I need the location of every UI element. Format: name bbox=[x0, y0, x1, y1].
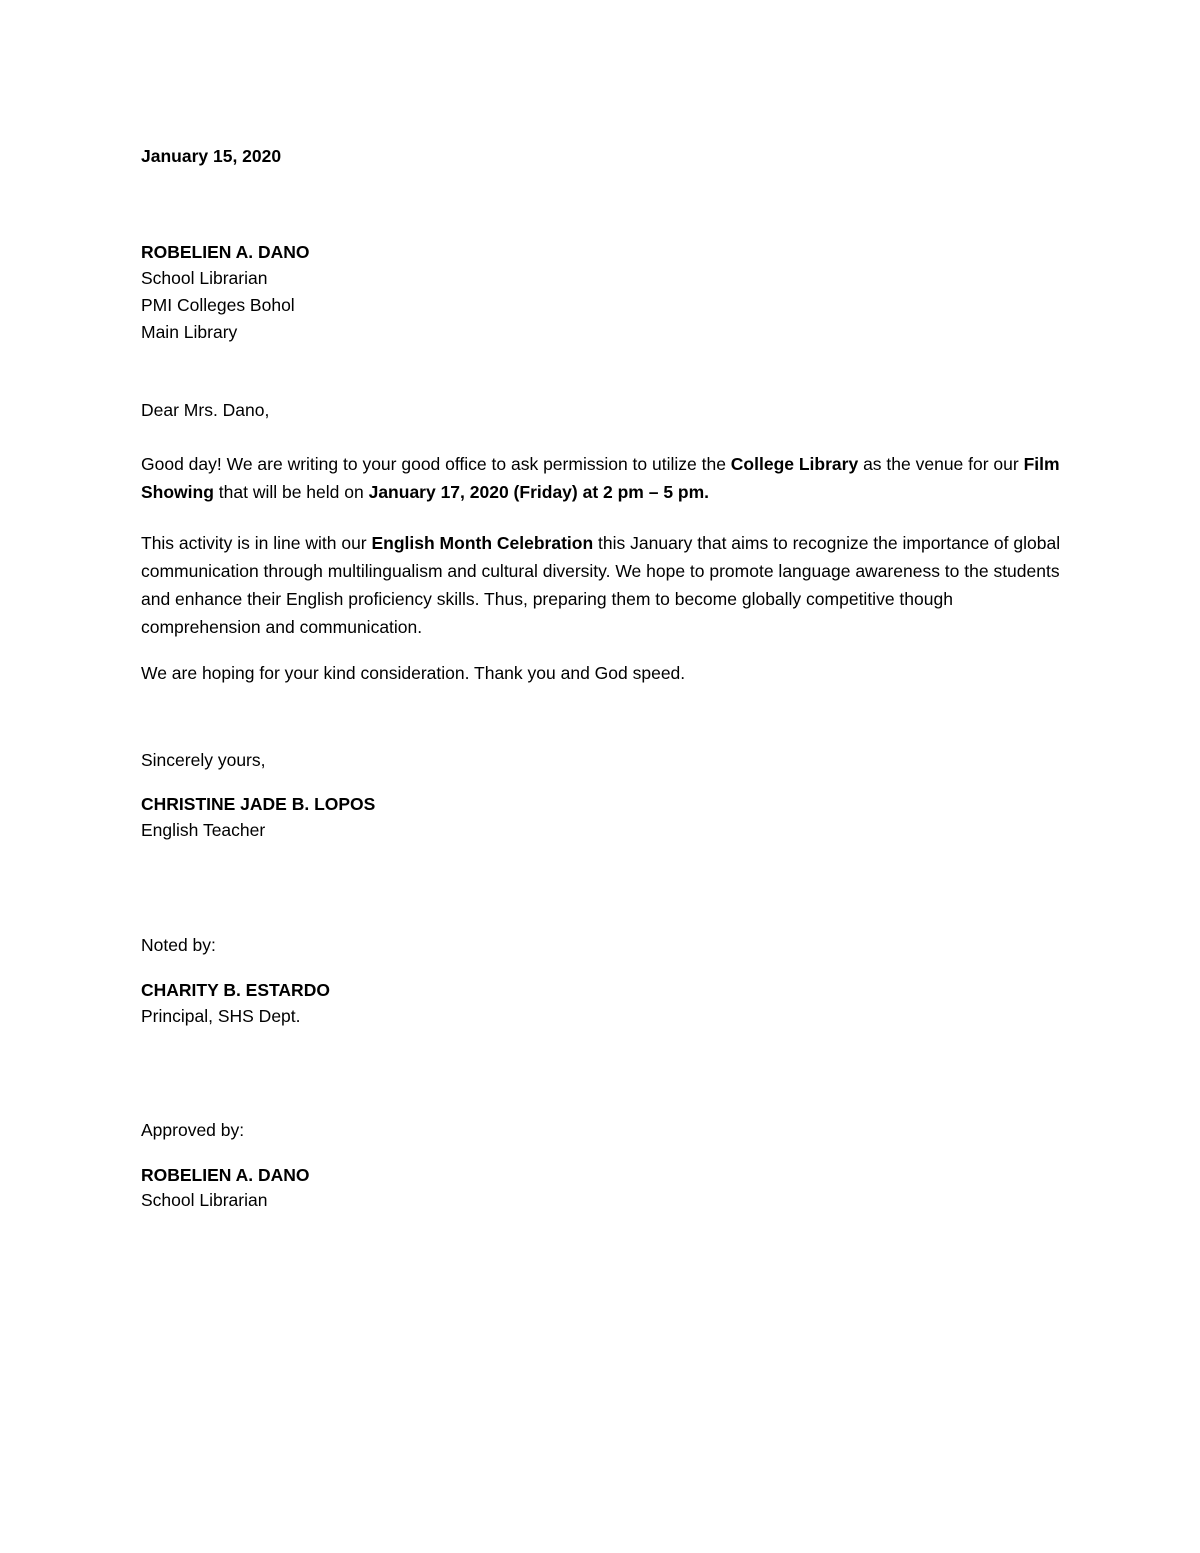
salutation: Dear Mrs. Dano, bbox=[141, 400, 270, 420]
body-paragraph-2: This activity is in line with our English Month Celebration this January that aims to recognize the importance of global communication through multilingualism and cultural diversity. We hope to promote language awareness to the students and enhance their English proficiency skills. Thus, preparing them to become globally competitive though comprehension and communication. bbox=[141, 533, 1061, 637]
sender-name: CHRISTINE JADE B. LOPOS bbox=[141, 794, 376, 814]
noted-label: Noted by: bbox=[141, 935, 216, 955]
noted-name: CHARITY B. ESTARDO bbox=[141, 980, 330, 1000]
recipient-school: PMI Colleges Bohol bbox=[141, 295, 295, 315]
recipient-name: ROBELIEN A. DANO bbox=[141, 242, 310, 262]
recipient-office: Main Library bbox=[141, 322, 238, 342]
body-paragraph-3: We are hoping for your kind consideration. Thank you and God speed. bbox=[141, 663, 686, 683]
approved-title: School Librarian bbox=[141, 1190, 268, 1210]
body-paragraph-1: Good day! We are writing to your good office to ask permission to utilize the College Library as the venue for our Film Showing that will be held on January 17, 2020 (Friday) at 2 pm – 5 pm. bbox=[141, 454, 1060, 502]
recipient-title: School Librarian bbox=[141, 268, 268, 288]
noted-title: Principal, SHS Dept. bbox=[141, 1006, 301, 1026]
approved-label: Approved by: bbox=[141, 1120, 245, 1140]
closing: Sincerely yours, bbox=[141, 750, 266, 770]
approved-name: ROBELIEN A. DANO bbox=[141, 1165, 310, 1185]
sender-title: English Teacher bbox=[141, 820, 266, 840]
letter-date: January 15, 2020 bbox=[141, 146, 282, 166]
